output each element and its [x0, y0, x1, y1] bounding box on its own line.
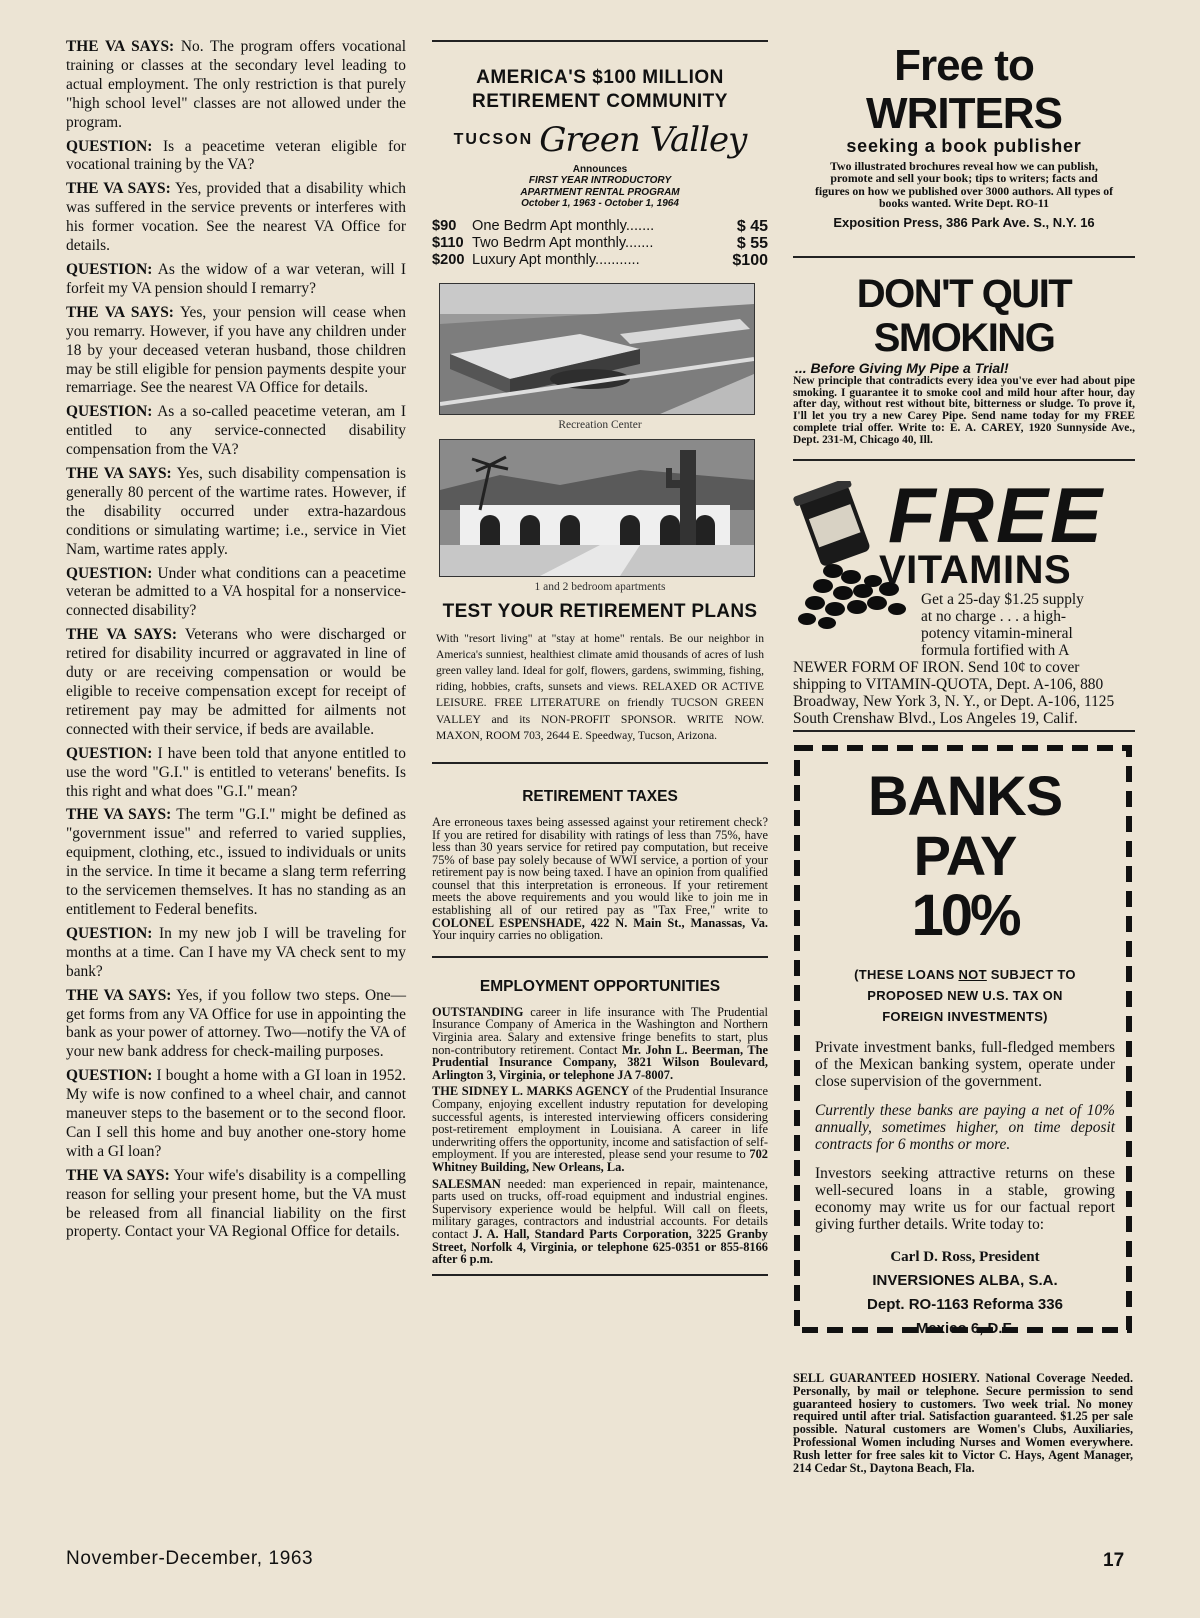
program-line-2: APARTMENT RENTAL PROGRAM [520, 186, 680, 198]
sign-dept: Dept. RO-1163 Reforma 336 [867, 1296, 1063, 1313]
vit-line-3: potency vitamin-mineral [921, 625, 1073, 643]
price-row [432, 218, 768, 235]
qa-text: Veterans who were discharged or retired for disability incurred or aggravated in line of duty or are receiving compensation or would be eligible to receive compensation except for receipt of retirement pay may be admitted for ailments not connected with their service, if beds are available. [66, 626, 407, 738]
banks-content [815, 744, 1115, 1341]
writers-subtitle: seeking a book publisher [846, 136, 1082, 156]
apartment-type: Two Bedrm Apt monthly....... [472, 234, 654, 251]
employment-body [432, 1006, 768, 1266]
banks-para-1: Private investment banks, full-fledged members of the Mexican banking system, operate under close supervision of the government. [815, 1039, 1115, 1090]
qa-paragraph [66, 403, 406, 460]
qa-label: QUESTION: [66, 564, 153, 582]
qa-label: QUESTION: [66, 924, 153, 942]
writers-title: Free to WRITERS [866, 41, 1062, 138]
rule-3 [432, 956, 768, 958]
qa-label: QUESTION: [66, 744, 153, 762]
new-price: $100 [732, 251, 768, 269]
ad1-body: career in life insurance with The Prudential Insurance Company of America in the Washington and Northern Virginia area. Salary and extensive fringe benefits to start, plus non-contributory retirement. Contact [432, 1004, 768, 1057]
qa-label: QUESTION: [66, 403, 153, 421]
qa-text: Yes, if you follow two steps. One—get forms from any VA Office for use in appointing the bank as your power of attorney. Two—notify the VA of your new bank address for check-mailing purposes. [66, 986, 406, 1061]
banks-rate: 10% [911, 883, 1019, 948]
recreation-center-photo [439, 283, 755, 415]
qa-paragraph [66, 626, 406, 739]
announces: Announces [572, 164, 628, 175]
qa-paragraph [66, 925, 406, 982]
qa-paragraph [66, 987, 406, 1063]
old-price: $110 [432, 234, 464, 251]
banks-para-3: Investors seeking attractive returns on these well-secured loans in a stable, growing economy may write us for our factual report giving further details. Write today to: [815, 1165, 1115, 1233]
new-price: $ 45 [736, 217, 768, 235]
qa-label: QUESTION: [66, 1067, 153, 1085]
qa-paragraph [66, 180, 406, 256]
qa-text: As the widow of a war veteran, will I forfeit my VA pension should I remarry? [66, 260, 406, 297]
new-price: $ 55 [736, 234, 768, 252]
qa-label: THE VA SAYS: [66, 180, 171, 198]
banks-title: BANKS PAY [867, 764, 1063, 887]
sign-city: Mexico 6, D.F. [915, 1320, 1015, 1337]
employment-heading: EMPLOYMENT OPPORTUNITIES [479, 977, 721, 995]
note-line-2: PROPOSED NEW U.S. TAX ON [867, 988, 1063, 1003]
qa-label: THE VA SAYS: [66, 303, 174, 321]
right-column [793, 38, 1135, 735]
headline-line-2: RETIREMENT COMMUNITY [472, 91, 728, 112]
old-price: $90 [432, 217, 457, 234]
test-retirement-heading: TEST YOUR RETIREMENT PLANS [442, 600, 758, 622]
banks-signature [815, 1245, 1115, 1341]
test-retirement-body: With "resort living" at "stay at home" rentals. Be our neighbor in America's sunniest, healthiest climate amid thousands of acres of lush green valley land. Ideal for golf, flowers, gardens, swimming, fishing, riding, hobbies, crafts, sunsets and views. RELAXED OR ACTIVE LEISURE. FREE LITERATURE on friendly TUCSON GREEN VALLEY and its NON-PROFIT SPONSOR. WRITE NOW. MAXON, ROOM 703, 2644 E. Speedway, Tucson, Arizona. [436, 631, 764, 742]
vit-line-1: Get a 25-day $1.25 supply [921, 591, 1084, 609]
qa-text: No. The program offers vocational training or classes at the secondary level leading to actual employment. The only restriction is that purely "high school level" classes are not allowed under the program. [66, 38, 406, 131]
vitamins-free-headline: FREE [888, 471, 1105, 560]
old-price: $200 [432, 251, 465, 268]
qa-label: THE VA SAYS: [66, 986, 172, 1004]
qa-label: THE VA SAYS: [66, 1166, 170, 1184]
qa-paragraph [66, 261, 406, 299]
note-line-3: FOREIGN INVESTMENTS) [882, 1009, 1048, 1024]
qa-label: THE VA SAYS: [66, 806, 172, 824]
qa-paragraph [66, 565, 406, 622]
vitamins-body [793, 591, 1135, 727]
qa-paragraph [66, 1067, 406, 1162]
writers-body: Two illustrated brochures reveal how we can publish, promote and sell your book; tips to writers; facts and figures on how we published over 3000 authors. All types of books wanted. Write Dept. RO-11 [814, 159, 1114, 211]
qa-label: THE VA SAYS: [66, 38, 175, 55]
qa-label: QUESTION: [66, 260, 153, 278]
qa-paragraph [66, 38, 406, 133]
vit-line-2: at no charge . . . a high- [921, 608, 1067, 626]
rental-program [432, 175, 768, 210]
banks-tax-note [815, 964, 1115, 1027]
price-row [432, 235, 768, 252]
note-text-a: (THESE LOANS [854, 967, 955, 982]
qa-label: QUESTION: [66, 137, 153, 155]
employment-ad-3 [432, 1178, 768, 1266]
green-valley-logo [432, 120, 768, 160]
qa-text: In my new job I will be traveling for months at a time. Can I have my VA check sent to my bank? [66, 924, 406, 980]
qa-text: Your wife's disability is a compelling reason for selling your present home, but the VA must be released from all financial liability on the first property. Contact your VA Regional Office for details. [66, 1166, 407, 1241]
qa-label: THE VA SAYS: [66, 465, 172, 483]
qa-text: Yes, such disability compensation is generally 80 percent of the wartime rates. However, if the disability occurred under extra-hazardous conditions or simulating wartime; i.e., service in Viet Nam, wartime rates apply. [66, 465, 407, 558]
apartment-type: Luxury Apt monthly........... [472, 251, 640, 268]
issue-date: November-December, 1963 [66, 1548, 314, 1569]
qa-text: I bought a home with a GI loan in 1952. My wife is now confined to a wheel chair, and cannot maneuver steps to the basement or to the second floor. Can I sell this home and buy another one-story home with a GI loan? [66, 1067, 406, 1160]
qa-paragraph [66, 138, 406, 176]
writers-address: Exposition Press, 386 Park Ave. S., N.Y. 16 [833, 214, 1095, 230]
rule-7 [793, 730, 1135, 732]
qa-paragraph [66, 304, 406, 399]
ad3-body: needed: man experienced in repair, maintenance, parts used on trucks, off-road equipment and industrial engines. Supervisory experience would be helpful. Will call on fleets, military garages, contractors and industrial accounts. For details contact [432, 1176, 768, 1241]
rule-2 [432, 762, 768, 764]
middle-column [432, 40, 768, 1276]
qa-text: As a so-called peacetime veteran, am I entitled to any service-connected disability compensation from the VA? [66, 403, 406, 459]
program-line-1: FIRST YEAR INTRODUCTORY [528, 175, 672, 186]
green-valley-script: Green Valley [539, 120, 747, 160]
taxes-tail: Your inquiry carries no obligation. [432, 928, 604, 943]
headline-line-1: AMERICA'S $100 MILLION [476, 67, 724, 88]
smoking-subtitle: ... Before Giving My Pipe a Trial! [795, 359, 1009, 376]
retirement-taxes-heading: RETIREMENT TAXES [522, 787, 678, 805]
top-rule [432, 40, 768, 42]
note-text-b: SUBJECT TO [990, 967, 1076, 982]
photo-caption-2: 1 and 2 bedroom apartments [534, 580, 666, 593]
employment-ad-1 [432, 1006, 768, 1082]
qa-text: Under what conditions can a peacetime veteran be admitted to a VA hospital for a nonservice-connected disability? [66, 564, 406, 620]
qa-label: THE VA SAYS: [66, 626, 177, 644]
vit-line-4: formula fortified with A [921, 642, 1070, 660]
qa-text: Yes, your pension will cease when you remarry. However, if you have any children under 18 by your deceased veteran husband, those children may be still eligible for pension payments despite your remarriage. See the nearest VA Office for details. [66, 303, 406, 397]
banks-para-2: Currently these banks are paying a net of 10% annually, sometimes higher, on time deposit contracts for 6 months or more. [815, 1102, 1115, 1153]
vitamins-headline: VITAMINS [879, 548, 1072, 593]
employment-ad-2 [432, 1085, 768, 1173]
rule-5 [793, 256, 1135, 258]
price-list [432, 218, 768, 269]
ad2-contact: 702 Whitney Building, New Orleans, La. [432, 1147, 768, 1174]
taxes-text: Are erroneous taxes being assessed against your retirement check? If you are retired for disability with ratings of less than 75%, have less than 30 years service for retired pay computation, but receive 75% of base pay solely because of WWI service, a portion of your retirement pay is now being taxed. I have an opinion from qualified counsel that this interpretation is erroneous. If your retirement meets the above requirements and you would like to join me in establishing all of our retired pay as "Tax Free," write to [432, 814, 768, 918]
ad2-body: of the Prudential Insurance Company, enjoying excellent industry reputation for developing successful agents, is interested interviewing officers considering post-retirement employment in Louisiana. A career in life underwriting offers the opportunity, income and satisfaction of self-employment. If you are interested, please send your resume to [432, 1084, 768, 1162]
sign-name: Carl D. Ross, President [890, 1249, 1040, 1265]
hosiery-ad: SELL GUARANTEED HOSIERY. National Coverage Needed. Personally, by mail or telephone. Secure permission to send guaranteed hosiery to customers. Two week trial. No money required until after trial. Satisfaction guaranteed. $1.25 per sale possible. Natural customers are Women's Clubs, Auxiliaries, Professional Women including Nurses and Women everywhere. Rush letter for free sales kit to Victor C. Hays, Agent Manager, 214 Cedar St., Daytona Beach, Fla. [793, 1371, 1133, 1475]
taxes-contact: COLONEL ESPENSHADE, 422 N. Main St., Manassas, Va. [432, 915, 768, 930]
va-qa-column [66, 38, 406, 1247]
green-valley-headline [432, 66, 768, 114]
note-not: NOT [958, 967, 987, 982]
qa-text: The term "G.I." might be defined as "government issue" and referred to varied supplies, equipment, clothing, etc., issued to individuals or units in the service. In time it became a slang term referring to the servicemen themselves. It has no standing as an entitlement to Federal benefits. [66, 806, 406, 918]
ad2-lead: THE SIDNEY L. MARKS AGENCY [432, 1084, 630, 1099]
ad1-lead: OUTSTANDING [432, 1004, 524, 1019]
tucson-word: TUCSON [453, 131, 534, 148]
ad3-lead: SALESMAN [432, 1176, 501, 1191]
apartment-type: One Bedrm Apt monthly....... [472, 217, 655, 234]
qa-text: I have been told that anyone entitled to use the word "G.I." is entitled to veterans' benefits. Is this right and what does "G.I." mean? [66, 744, 406, 800]
rule-6 [793, 459, 1135, 461]
sign-company: INVERSIONES ALBA, S.A. [872, 1272, 1058, 1289]
ad3-contact: J. A. Hall, Standard Parts Corporation, 3225 Granby Street, Norfolk 4, Virginia, or telephone 625-0351 or 855-8166 after 6 p.m. [432, 1226, 769, 1267]
photo-caption-1: Recreation Center [558, 418, 642, 431]
program-dates: October 1, 1963 - October 1, 1964 [521, 198, 679, 209]
price-row [432, 252, 768, 269]
note-line-1 [815, 964, 1115, 985]
retirement-taxes-body [432, 816, 768, 942]
rule-4 [432, 1274, 768, 1276]
page-number: 17 [1103, 1550, 1125, 1571]
qa-text: Yes, provided that a disability which was suffered in the service prevents or interferes with his former vocation. See the nearest VA Office for details. [66, 180, 406, 255]
qa-paragraph [66, 1167, 406, 1243]
banks-pay-ad [793, 744, 1133, 1337]
qa-paragraph [66, 465, 406, 560]
qa-paragraph [66, 745, 406, 802]
vitamins-ad [793, 471, 1135, 735]
qa-paragraph [66, 806, 406, 919]
apartments-photo [439, 439, 755, 577]
vit-rest: NEWER FORM OF IRON. Send 10¢ to cover shipping to VITAMIN-QUOTA, Dept. A-106, 880 Broadway, New York 3, N. Y., or Dept. A-106, 1125 South Crenshaw Blvd., Los Angeles 19, Calif. [793, 659, 1115, 728]
ad1-contact: Mr. John L. Beerman, The Prudential Insurance Company, 3821 Wilson Boulevard, Arlington 3, Virginia, or telephone JA 7-8007. [432, 1042, 768, 1082]
qa-text: Is a peacetime veteran eligible for vocational training by the VA? [66, 137, 406, 174]
smoking-body: New principle that contradicts every idea you've ever had about pipe smoking. I guarantee it to smoke cool and mild hour after hour, day after day, without rest without bite, bitterness or sludge. To prove it, I'll let you try a new Carey Pipe. Send name today for my FREE complete trial offer. Write to: E. A. CAREY, 1920 Sunnyside Ave., Dept. 231-M, Chicago 40, Ill. [793, 374, 1135, 447]
smoking-title: DON'T QUIT SMOKING [856, 271, 1072, 360]
